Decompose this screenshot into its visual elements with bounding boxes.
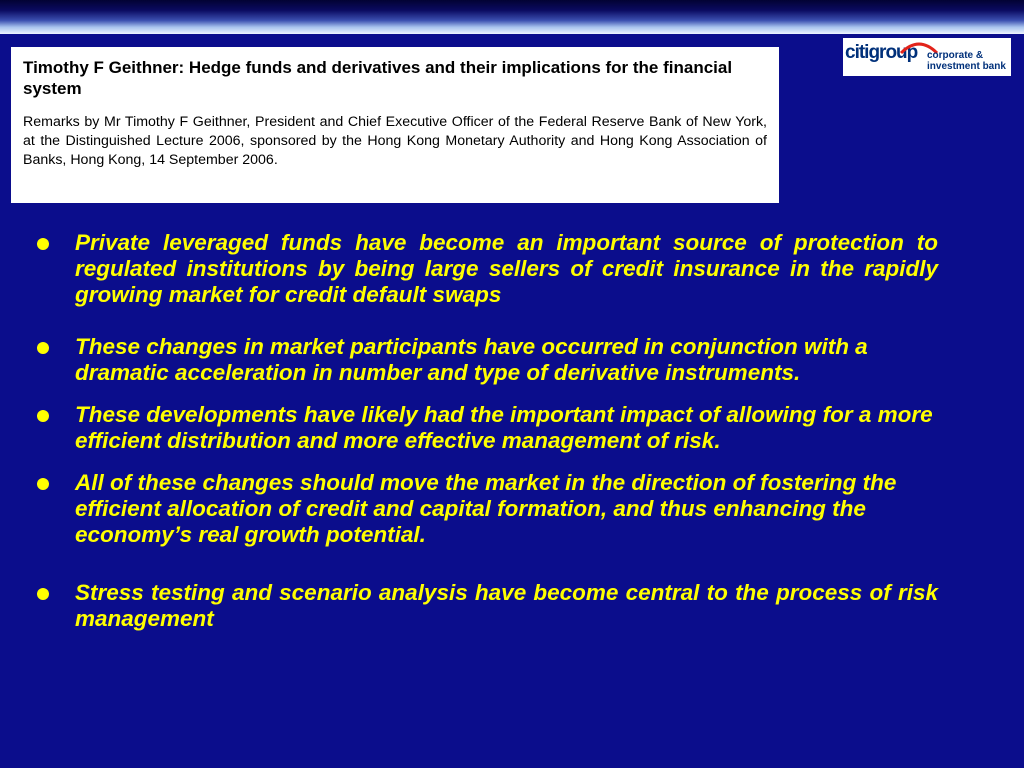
logo-tagline-line2: investment bank — [927, 61, 1006, 72]
bullet-text: Stress testing and scenario analysis have become central to the process of risk management — [75, 580, 938, 631]
bullet-dot-icon — [37, 478, 49, 490]
bullet-item — [33, 334, 938, 386]
bullet-text: These changes in market participants have occurred in conjunction with a dramatic acceleration in number and type of derivative instruments. — [75, 334, 868, 385]
top-gradient-bar — [0, 0, 1024, 34]
bullet-item — [33, 230, 938, 308]
bullet-dot-icon — [37, 342, 49, 354]
bullet-item — [33, 470, 938, 548]
citigroup-logo — [843, 38, 1011, 76]
bullet-dot-icon — [37, 410, 49, 422]
bullet-dot-icon — [37, 588, 49, 600]
logo-brand-text: citigroup — [845, 42, 918, 63]
logo-tagline — [927, 50, 1006, 72]
speech-title: Timothy F Geithner: Hedge funds and derivatives and their implications for the financial system — [23, 58, 733, 98]
bullet-text: Private leveraged funds have become an important source of protection to regulated institutions by being large sellers of credit insurance in the rapidly growing market for credit default swaps — [75, 230, 938, 307]
bullet-item — [33, 402, 938, 454]
bullet-text: All of these changes should move the market in the direction of fostering the efficient allocation of credit and capital formation, and thus enhancing the economy’s real growth potential. — [75, 470, 897, 547]
speech-header-box — [11, 47, 779, 203]
bullet-item — [33, 580, 938, 632]
logo-tagline-line1: corporate & — [927, 50, 984, 61]
speech-remarks: Remarks by Mr Timothy F Geithner, President and Chief Executive Officer of the Federal Reserve Bank of New York, at the Distinguished Lecture 2006, sponsored by the Hong Kong Monetary Authority and Hong Kong Association of Banks, Hong Kong, 14 September 2006. — [23, 114, 767, 168]
bullet-text: These developments have likely had the important impact of allowing for a more efficient distribution and more effective management of risk. — [75, 402, 933, 453]
bullet-list — [33, 230, 938, 632]
bullet-dot-icon — [37, 238, 49, 250]
